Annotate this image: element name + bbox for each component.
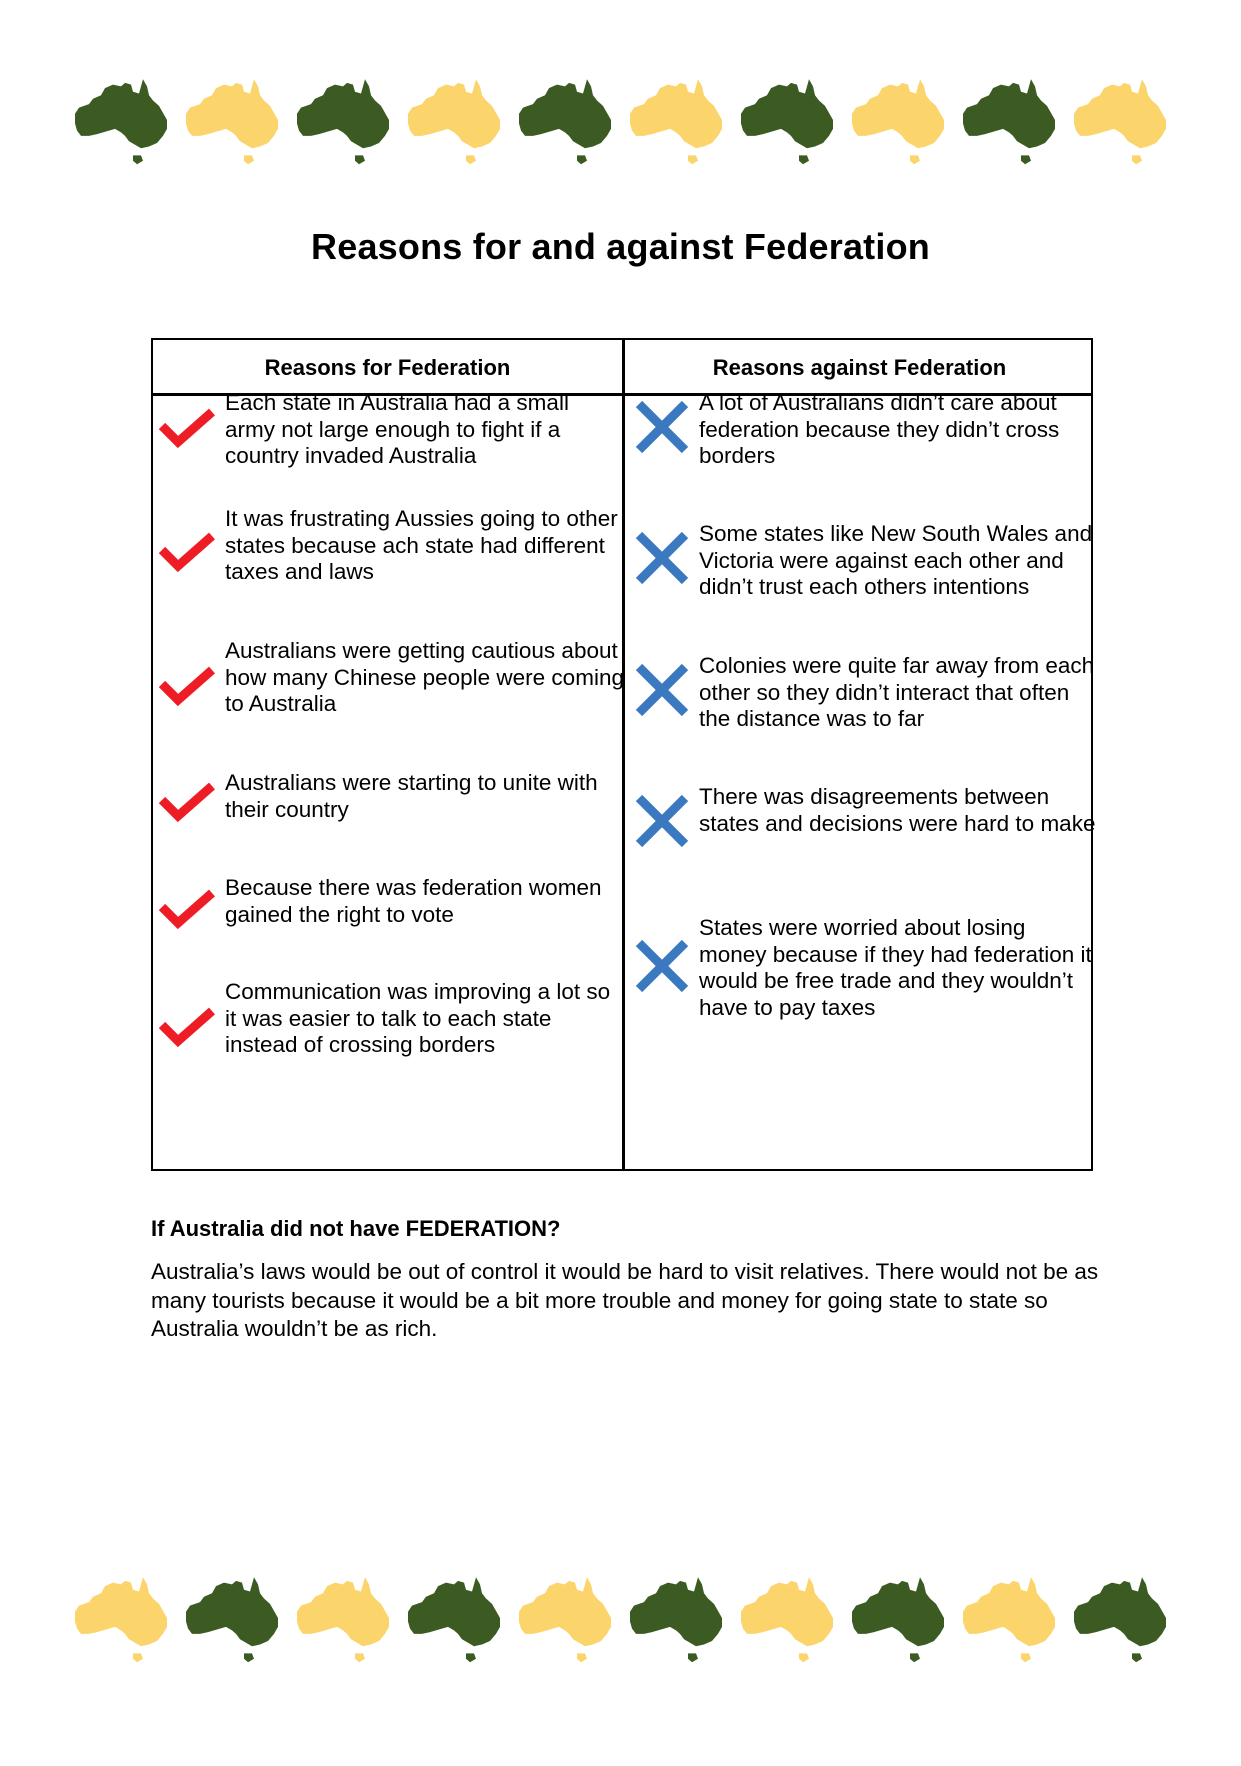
australia-map-icon	[737, 74, 837, 166]
decor-map-row-bottom	[71, 1572, 1171, 1664]
check-icon	[158, 524, 216, 578]
australia-map-icon	[71, 74, 171, 166]
check-icon	[158, 658, 216, 712]
question-answer: Australia’s laws would be out of control it would be hard to visit relatives. There would not be as many tourists because it would be a bit more trouble and money for going state to state so Australia wouldn’t be as rich.	[151, 1259, 1099, 1341]
for-column-header: Reasons for Federation	[264, 355, 511, 380]
check-icon	[158, 999, 216, 1053]
against-item-text: There was disagreements between states and decisions were hard to make	[699, 784, 1096, 836]
australia-map-icon	[1070, 1572, 1170, 1664]
question-heading: If Australia did not have FEDERATION?	[151, 1216, 561, 1241]
reasons-table	[151, 338, 1096, 1171]
australia-map-icon	[515, 74, 615, 166]
against-item-text: States were worried about losing money because if they had federation it would be free trade and they wouldn’t have to pay taxes	[699, 915, 1092, 1020]
australia-map-icon	[959, 1572, 1059, 1664]
australia-map-icon	[626, 74, 726, 166]
for-item-text: It was frustrating Aussies going to other states because ach state had different taxes and laws	[225, 506, 618, 584]
australia-map-icon	[848, 1572, 948, 1664]
cross-icon	[633, 939, 691, 993]
check-icon	[158, 881, 216, 935]
australia-map-icon	[182, 1572, 282, 1664]
australia-map-icon	[737, 1572, 837, 1664]
for-item-text: Because there was federation women gained the right to vote	[225, 875, 602, 927]
check-icon	[158, 400, 216, 454]
australia-map-icon	[182, 74, 282, 166]
against-item-text: Some states like New South Wales and Victoria were against each other and didn’t trust each others intentions	[699, 521, 1093, 599]
australia-map-icon	[293, 74, 393, 166]
australia-map-icon	[71, 1572, 171, 1664]
against-column-header: Reasons against Federation	[712, 355, 1007, 380]
australia-map-icon	[1070, 74, 1170, 166]
for-item-text: Communication was improving a lot so it was easier to talk to each state instead of crossing borders	[225, 979, 611, 1057]
check-icon	[158, 774, 216, 828]
against-item-text: A lot of Australians didn’t care about federation because they didn’t cross borders	[699, 390, 1060, 468]
cross-icon	[633, 531, 691, 585]
page-title: Reasons for and against Federation	[311, 226, 930, 267]
cross-icon	[633, 794, 691, 848]
for-item-text: Each state in Australia had a small army not large enough to fight if a country invaded Australia	[225, 390, 569, 468]
for-item-text: Australians were starting to unite with their country	[225, 770, 598, 822]
for-item-text: Australians were getting cautious about how many Chinese people were coming to Australia	[225, 638, 624, 716]
australia-map-icon	[404, 74, 504, 166]
cross-icon	[633, 400, 691, 454]
australia-map-icon	[959, 74, 1059, 166]
australia-map-icon	[626, 1572, 726, 1664]
cross-icon	[633, 663, 691, 717]
decor-map-row-top	[71, 74, 1171, 166]
australia-map-icon	[404, 1572, 504, 1664]
australia-map-icon	[515, 1572, 615, 1664]
australia-map-icon	[293, 1572, 393, 1664]
against-item-text: Colonies were quite far away from each other so they didn’t interact that often the distance was to far	[699, 653, 1095, 731]
australia-map-icon	[848, 74, 948, 166]
